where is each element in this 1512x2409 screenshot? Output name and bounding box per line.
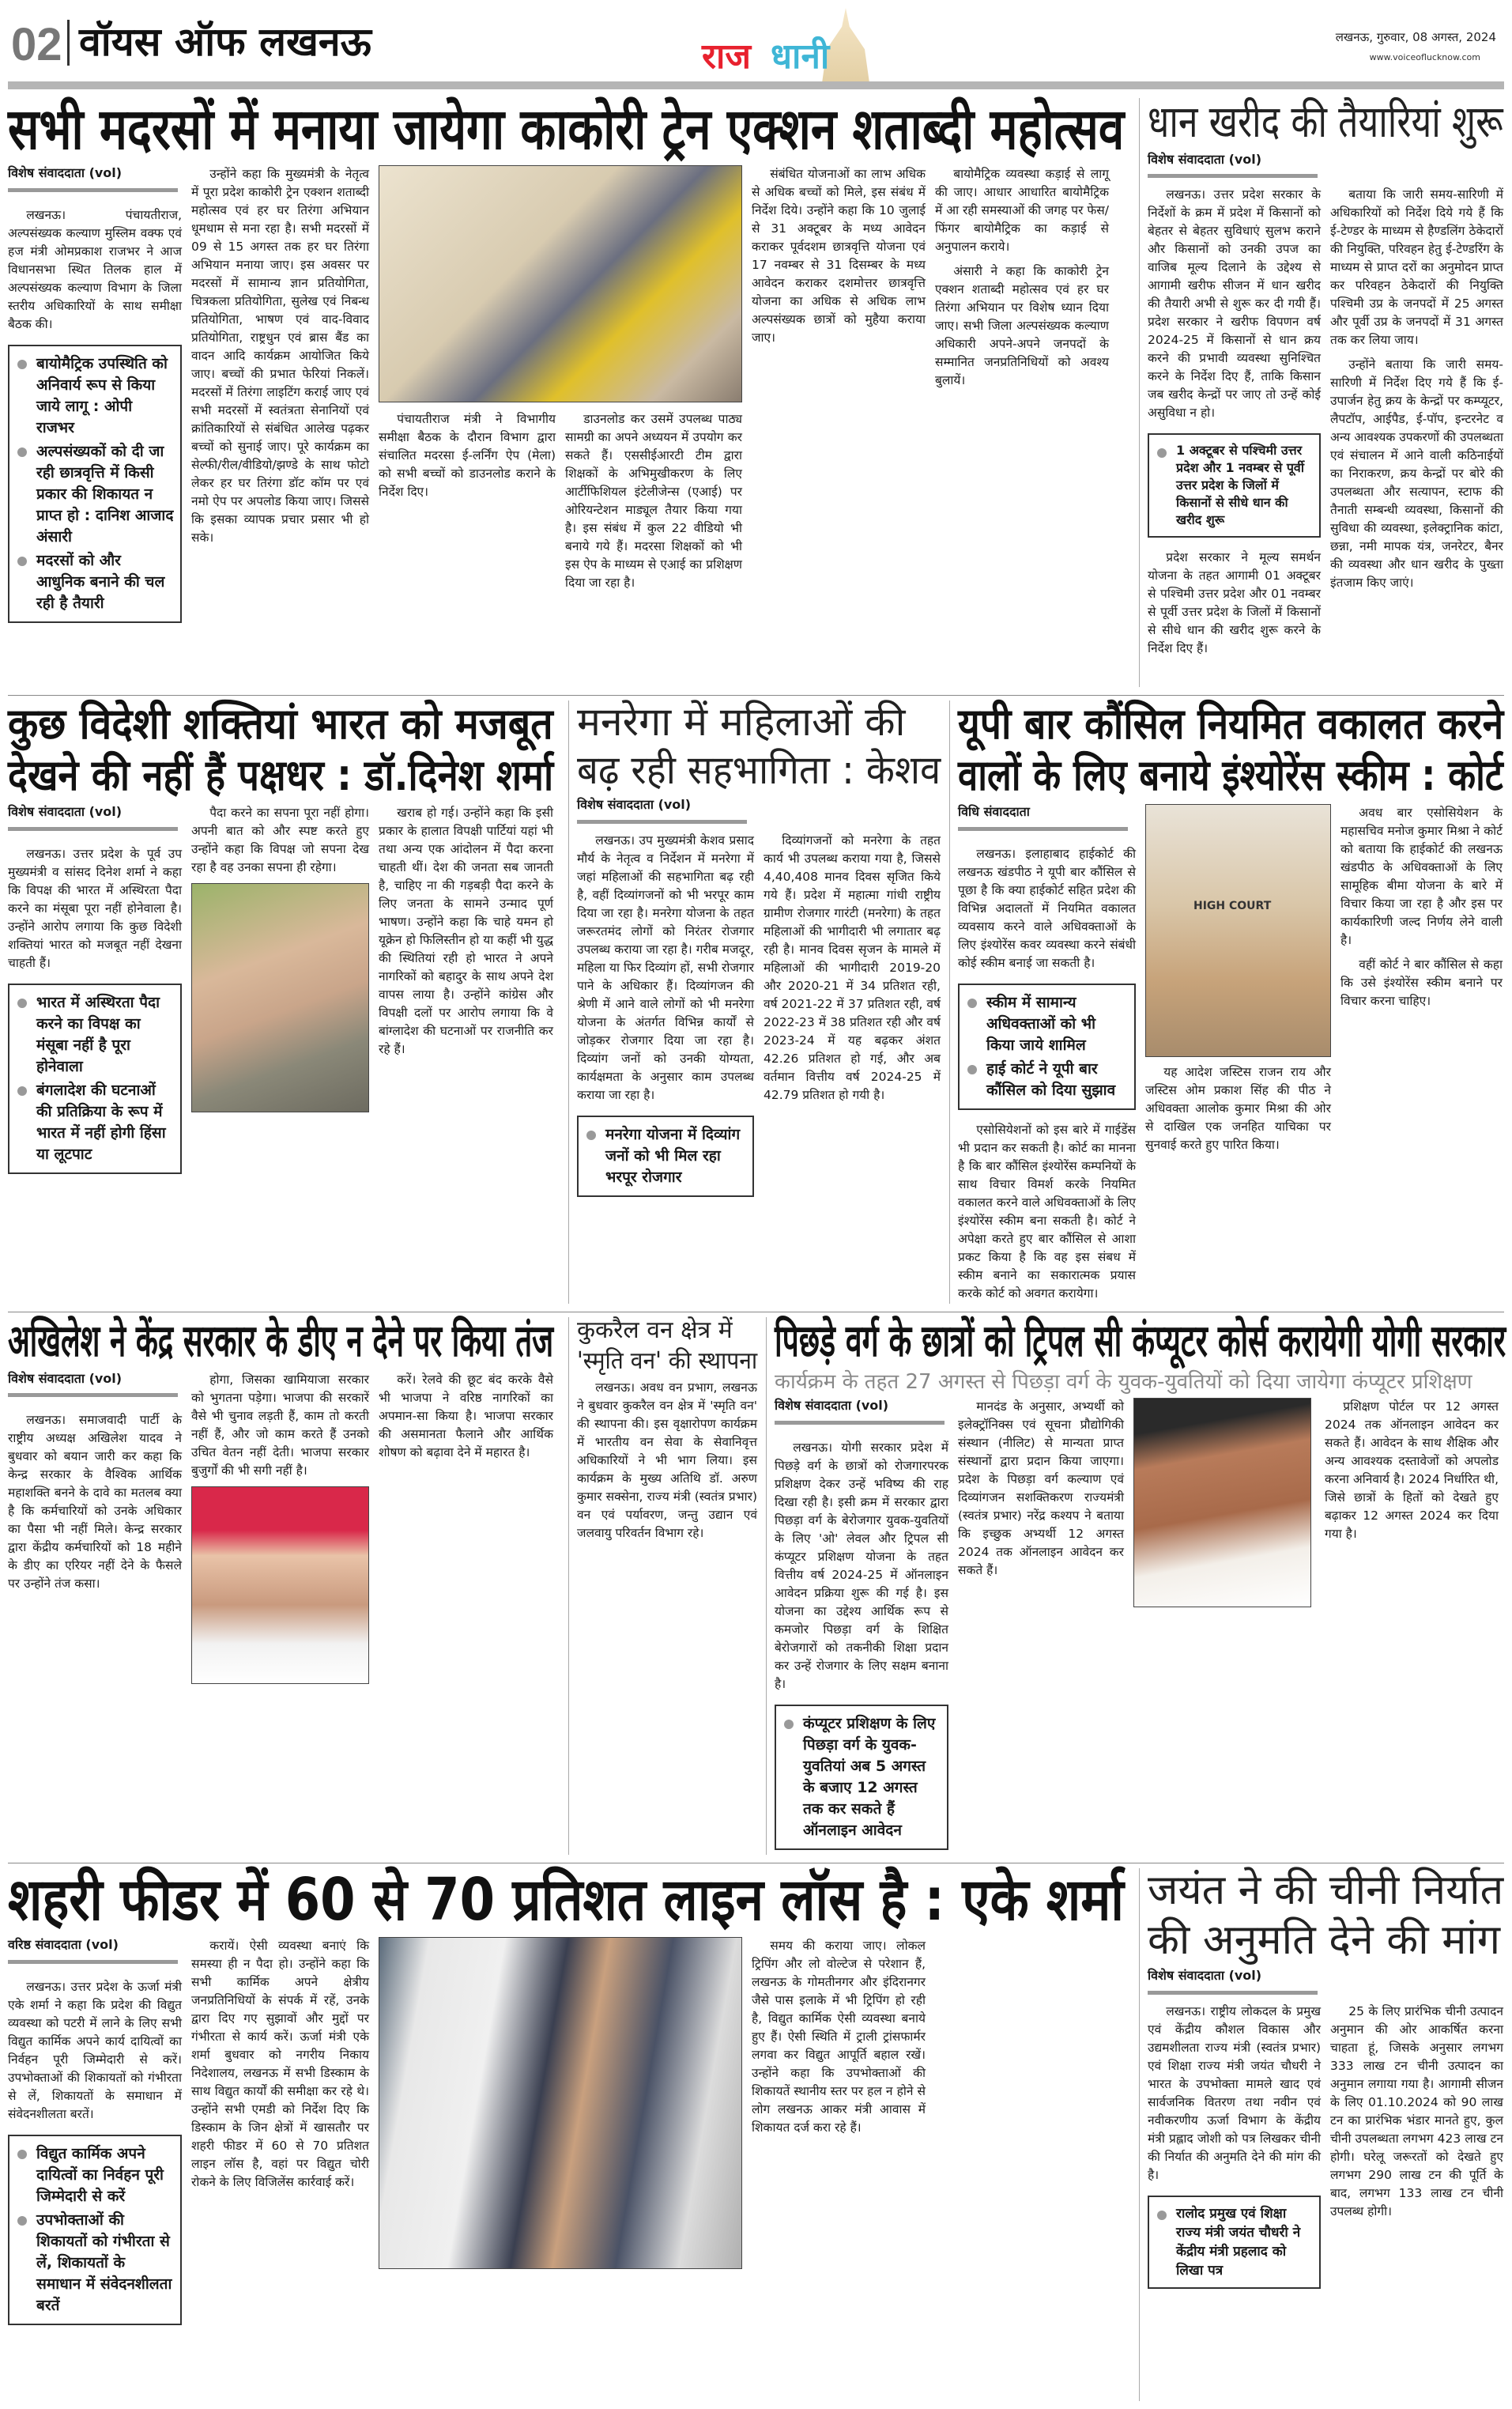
- paragraph: बताया कि जारी समय-सारिणी में अधिकारियों को निर्देश दिये गये हैं कि ई-टेण्डर के माध्यम से हैण्डलिंग ठेकेदारों की नियुक्ति, परिवहन हेतु ई-टेण्डरिंग के माध्यम से प्राप्त दरों का अनुमोदन प्राप्त कर परिवहन ठेकेदारों की नियुक्ति पश्चिमी उप्र के जनपदों में 25 अगस्त और पूर्वी उप्र के जनपदों में 31 अगस्त तक कर लिया जाय।: [1330, 187, 1503, 348]
- article-sharma: [8, 1865, 1140, 2401]
- paragraph: समय की कराया जाए। लोकल ट्रिपिंग और लो वोल्टेज से परेशान हैं, लखनऊ के गोमतीनगर और इंदिरानगर जैसे पास इलाके में भी ट्रिपिंग हो रही है, विद्युत कार्मिक ऐसी व्यवस्था बनाये हुए हैं। ऐसी स्थिति में ट्राली ट्रांसफार्मर लगवा कर विद्युत आपूर्ति बहाल रखें। उन्होंने कहा कि उपभोक्ताओं की शिकायतें स्थानीय स्तर पर हल न होने से लोग लखनऊ आकर मंत्री आवास में शिकायत दर्ज करा रहे हैं।: [752, 1939, 926, 2135]
- photo-column: [379, 1937, 742, 2269]
- highlight-item: विद्युत कार्मिक अपने दायित्वों का निर्वहन पूरी जिम्मेदारी से करें: [16, 2143, 174, 2207]
- headline-wrap: [8, 700, 553, 747]
- paragraph: एसोसियेशनों को इस बारे में गाईडेंस भी प्रदान कर सकती है। कोर्ट का मानना है कि बार कौंसिल इंश्योरेंस कम्पनियों के साथ विचार विमर्श करके नियमित वकालत करने वाले अधिवक्ताओं के लिए इंश्योरेंस स्कीम बना सकती है। कोर्ट ने अपेक्षा करते हुए बार कौंसिल से आशा प्रकट किया है कि वह इस संबध में स्कीम बनाने का सकारात्मक प्रयास करके कोर्ट को अवगत करायेगा।: [958, 1122, 1136, 1301]
- article-dinesh: [8, 700, 569, 1304]
- text-column: [1133, 1398, 1315, 1607]
- section-title-wrap: [79, 21, 411, 68]
- text-column: [565, 410, 742, 592]
- headline-wrap: [958, 700, 1503, 747]
- paragraph: खराब हो गई। उन्होंने कहा कि इसी प्रकार के हालात विपक्षी पार्टियां यहां भी तथा अन्य एक आंदोलन में पैदा करना चाहती थीं। देश की जनता सब जानती है, चाहिए ना की गड़बड़ी पैदा करने के लिए जनता के सामने उन्माद पूर्ण भाषण। उन्होंने कहा कि चाहे यमन हो यूक्रेन हो फिलिस्तीन हो या कहीं भी युद्ध की स्थितियां रही हो भारत ने अपने नागरिकों को बहादुर के साथ अपने देश वापस लाया है। उन्होंने कांग्रेस और विपक्षी दलों पर आरोप लगाया कि वे बांग्लादेश की घटनाओं पर राजनीति कर रहे हैं।: [379, 805, 553, 1056]
- headline-wrap: [8, 752, 553, 799]
- highlight-item: कंप्यूटर प्रशिक्षण के लिए पिछड़ा वर्ग के युवक-युवतियां अब 5 अगस्त के बजाए 12 अगस्त तक कर सकते हैं ऑनलाइन आवेदन: [782, 1713, 941, 1841]
- highlight-item: अल्पसंख्यकों को दी जा रही छात्रवृत्ति में किसी प्रकार की शिकायत न प्राप्त हो : दानिश आजाद अंसारी: [16, 441, 174, 548]
- paragraph: लखनऊ। इलाहाबाद हाईकोर्ट की लखनऊ खंडपीठ ने यूपी बार कौंसिल से पूछा है कि क्या हाईकोर्ट सहित प्रदेश की विभिन्न अदालतों में नियमित वकालत व्यवसाय करने वाले अधिवक्ताओं के लिए इंश्योरेंस कवर व्यवस्था करने संबंधी कोई स्कीम बनाई जा सकती है।: [958, 846, 1136, 970]
- news-row: [8, 1863, 1504, 2409]
- highlight-item: बंगलादेश की घटनाओं की प्रतिक्रिया के रूप में भारत में नहीं होगी हिंसा या लूटपाट: [16, 1080, 174, 1165]
- paragraph: प्रदेश सरकार ने मूल्य समर्थन योजना के तहत आगामी 01 अक्टूबर से पश्चिमी उत्तर प्रदेश और 01 नवम्बर से पूर्वी उत्तर प्रदेश के जिलों में किसानों से सीधे धान की खरीद शुरू करने के निर्देश दिए हैं।: [1148, 550, 1321, 656]
- paragraph: अंसारी ने कहा कि काकोरी ट्रेन एक्शन शताब्दी महोत्सव एवं हर घर तिरंगा अभियान पर विशेष ध्यान दिया जाए। सभी जिला अल्पसंख्यक कल्याण अधिकारी अपने-अपने जनपदों के सम्मानित जनप्रतिनिधियों को अवश्य बुलायें।: [935, 264, 1109, 388]
- paragraph: लखनऊ। उत्तर प्रदेश के पूर्व उप मुख्यमंत्री व सांसद दिनेश शर्मा ने कहा कि विपक्ष की भारत में अस्थिरता पैदा करने का मंसूबा पूरा नहीं होनेवाला है। उन्होंने आरोप लगाया कि कुछ विदेशी शक्तियां भारत को मजबूत नहीं देखना चाहती हैं।: [8, 846, 182, 970]
- text-column: [752, 1937, 926, 2137]
- headline-dinesh-line2: देखने की नहीं हैं पक्षधर : डॉ.दिनेश शर्मा: [8, 750, 554, 801]
- masthead: [8, 0, 1504, 93]
- headline-wrap: [1148, 98, 1503, 147]
- headline-akhilesh: अखिलेश ने केंद्र सरकार के डीए न देने पर किया तंज: [8, 1316, 554, 1367]
- highlight-box: [8, 984, 182, 1174]
- headline-wrap: [577, 749, 941, 792]
- header-bar: [8, 81, 1504, 89]
- headline-wrap: [577, 700, 941, 744]
- paragraph: 25 के लिए प्रारंभिक चीनी उत्पादन अनुमान की ओर आकर्षित करना चाहता हूं, जिसके अनुसार लगभग 333 लाख टन चीनी उत्पादन का अनुमान लगाया गया है। आगामी सीजन के लिए 01.10.2024 को 90 लाख टन का प्रारंभिक भंडार मानते हुए, कुल चीनी उपलब्धता लगभग 423 लाख टन होगी। घरेलू जरूरतों को देखते हुए लगभग 290 लाख टन की पूर्ति के बाद, लगभग 133 लाख टन चीनी उपलब्ध होगी।: [1330, 2004, 1503, 2219]
- text-column: [1145, 804, 1331, 1154]
- article-akhilesh: [8, 1317, 569, 1855]
- headline-wrap: [8, 98, 1124, 160]
- photo-group: [379, 165, 742, 592]
- text-column: [1325, 1398, 1499, 1543]
- paragraph: दिव्यांगजनों को मनरेगा के तहत कार्य भी उपलब्ध कराया गया है, जिससे 4,40,408 मानव दिवस सृजित किये गये हैं। प्रदेश में महात्मा गांधी राष्ट्रीय ग्रामीण रोजगार गारंटी (मनरेगा) के तहत महिलाओं की भागीदारी भी लगातार बढ़ रही है। मानव दिवस सृजन के मामले में महिलाओं की भागीदारी 2019-20 और 2020-21 में 34 प्रतिशत रही, वर्ष 2021-22 में 37 प्रतिशत रही, वर्ष 2022-23 में 38 प्रतिशत रही और वर्ष 2023-24 में यह बढ़कर अंशत 42.26 प्रतिशत हो गई, और अब वर्तमान वित्तीय वर्ष 2024-25 में 42.79 प्रतिशत हो गयी है।: [764, 833, 941, 1102]
- paragraph: करायें। ऐसी व्यवस्था बनाएं कि समस्या ही न पैदा हो। उन्होंने कहा कि सभी कार्मिक अपने क्षेत्रीय जनप्रतिनिधियों के संपर्क में रहें, उनके द्वारा दिए गए सुझावों और मुद्दों पर गंभीरता से कार्य करें। ऊर्जा मंत्री एके शर्मा बुधवार को नगरीय निकाय निदेशालय, लखनऊ में सभी डिस्काम के साथ विद्युत कार्यों की समीक्षा कर रहे थे। उन्होंने सभी एमडी को निर्देश दिए कि डिस्काम के जिन क्षेत्रों में खासतौर पर शहरी फीडर में 60 से 70 प्रतिशत लाइन लॉस है, वहां पर विद्युत चोरी रोकने के लिए विजिलेंस कार्रवाई करें।: [191, 1939, 369, 2190]
- photo-narendra-kashyap: [1133, 1398, 1311, 1607]
- text-column: [577, 832, 754, 1202]
- byline: वरिष्ठ संवाददाता (vol): [8, 1937, 178, 1964]
- text-column: [379, 804, 553, 1059]
- headline-smritivan-line2: 'स्मृति वन' की स्थापना: [577, 1347, 758, 1375]
- photo-ak-sharma: [379, 1937, 742, 2269]
- article-body-manrega: [577, 832, 941, 1202]
- paragraph: अवध बार एसोसियेशन के महासचिव मनोज कुमार मिश्रा ने कोर्ट को बताया कि हाईकोर्ट की लखनऊ खंडपीठ के अधिवक्ताओं के लिए सामूहिक बीमा योजना के बारे में विचार किया जा रहा है और इस पर कार्यकारिणी जल्द निर्णय लेने वाली है।: [1340, 805, 1503, 947]
- headline-wrap: [958, 752, 1503, 799]
- paragraph: संबंधित योजनाओं का लाभ अधिक से अधिक बच्चों को मिले, इस संबंध में निर्देश दिये। उन्होंने कहा कि 10 जुलाई से 31 अक्टूबर के मध्य आवेदन कराकर पूर्वदशम छात्रवृत्ति योजना एवं 17 नवम्बर से 31 दिसम्बर के मध्य आवेदन कराकर दशमोत्तर छात्रवृत्ति योजना का अधिक से अधिक लाभ अल्पसंख्यक छात्रों को मुहैया कराया जाए।: [752, 167, 926, 345]
- headline-barcouncil-line1: यूपी बार कौंसिल नियमित वकालत करने: [958, 699, 1504, 749]
- article-body-barcouncil: [958, 804, 1504, 1303]
- headline-wrap: [8, 1317, 553, 1366]
- article-paddy: [1140, 98, 1504, 687]
- headline-paddy: धान खरीद की तैयारियां शुरू: [1148, 96, 1503, 148]
- highlight-box: [775, 1705, 948, 1850]
- byline: विशेष संवाददाता (vol): [8, 165, 178, 192]
- headline-manrega-line1: मनरेगा में महिलाओं की: [577, 699, 906, 745]
- article-body-madarsa: [8, 165, 1131, 628]
- byline: विशेष संवाददाता (vol): [1148, 1968, 1318, 1995]
- paragraph: बायोमैट्रिक व्यवस्था कड़ाई से लागू की जाए। आधार आधारित बायोमैट्रिक में आ रही समस्याओं की जगह पर फेस/फिंगर बायोमैट्रिक का कड़ाई से अनुपालन कराये।: [935, 167, 1109, 255]
- highlight-box: [8, 345, 182, 623]
- article-body-paddy: [1148, 186, 1504, 658]
- highlight-box: [1148, 433, 1321, 538]
- section-title: वॉयस ऑफ लखनऊ: [79, 19, 371, 65]
- article-jayant: [1140, 1868, 1504, 2401]
- paragraph: उन्होंने कहा कि मुख्यमंत्री के नेतृत्व में पूरा प्रदेश काकोरी ट्रेन एक्शन शताब्दी महोत्सव एवं हर घर तिरंगा अभियान धूमधाम से मना रहा है। सभी मदरसों में 09 से 15 अगस्त तक हर घर तिरंगा अभियान मनाया जाए। इस अवसर पर मदरसों में सामान्य ज्ञान प्रतियोगिता, चित्रकला प्रतियोगिता, सुलेख एवं निबन्ध प्रतियोगिता, भाषण एवं वाद-विवाद प्रतियोगिता, राष्ट्रधुन एवं ब्रास बैंड का वादन आदि कार्यक्रम आयोजित किये जाए। बच्चों की प्रभात फेरियां निकलें। मदरसों में तिरंगा लाइटिंग कराई जाए एवं सभी मदरसों में स्वतंत्रता सेनानियों एवं क्रांतिकारियों से संबंधित आलेख पढ़कर बच्चों को सुनाई जाए। पूरे कार्यक्रम का सेल्फी/रील/वीडियो/झण्डे के साथ फोटो लेकर हर घर तिरंगा डॉट कॉम पर एवं नमो ऐप पर अपलोड किया जाए। जिससे कि इसका व्यापक प्रचार प्रसार भी हो सके।: [191, 167, 369, 546]
- highlight-box: [1148, 2196, 1321, 2289]
- paragraph: करें। रेलवे की छूट बंद करके वैसे भी भाजपा ने वरिष्ठ नागरिकों का अपमान-सा किया है। भाजपा सरकार की असमानता फैलाने और आर्थिक शोषण को बढ़ावा देने में महारत है।: [379, 1372, 553, 1459]
- text-column: [191, 1371, 369, 1684]
- photo-caption: HIGH COURT: [1193, 899, 1272, 912]
- text-column: [191, 165, 369, 547]
- highlight-item: स्कीम में सामान्य अधिवक्ताओं को भी किया जाये शामिल: [966, 992, 1128, 1056]
- highlight-item: हाई कोर्ट ने यूपी बार कौंसिल को दिया सुझाव: [966, 1059, 1128, 1101]
- paragraph: प्रशिक्षण पोर्टल पर 12 अगस्त 2024 तक ऑनलाइन आवेदन कर सकते हैं। आवेदन के साथ शैक्षिक और अन्य आवश्यक दस्तावेजों को अपलोड करना अनिवार्य है। 2024 निर्धारित थी, जिसे छात्रों के हितों को देखते हुए बढ़ाकर 12 अगस्त 2024 कर दिया गया है।: [1325, 1399, 1499, 1542]
- subheading-triplec: कार्यक्रम के तहत 27 अगस्त से पिछड़ा वर्ग के युवक-युवतियों को दिया जायेगा कंप्यूटर प्रशिक्षण: [775, 1369, 1472, 1394]
- article-body-triplec: [775, 1398, 1504, 1855]
- headline-madarsa: सभी मदरसों में मनाया जायेगा काकोरी ट्रेन एक्शन शताब्दी महोत्सव: [8, 96, 1125, 162]
- highlight-item: मदरसों को और आधुनिक बनाने की चल रही है तैयारी: [16, 550, 174, 614]
- headline-jayant-line2: की अनुमति देने की मांग: [1148, 1916, 1501, 1965]
- news-row: [8, 696, 1504, 1312]
- dateline: लखनऊ, गुरुवार, 08 अगस्त, 2024: [1335, 30, 1496, 44]
- headline-manrega-line2: बढ़ रही सहभागिता : केशव: [577, 747, 941, 793]
- paragraph: यह आदेश जस्टिस राजन राय और जस्टिस ओम प्रकाश सिंह की पीठ ने अधिवक्ता आलोक कुमार मिश्रा की ओर से दाखिल एक जनहित याचिका पर सुनवाई करते हुए पारित किया।: [1145, 1064, 1331, 1152]
- paragraph: होगा, जिसका खामियाजा सरकार को भुगतना पड़ेगा। भाजपा की सरकारें वैसे भी चुनाव लड़ती हैं, काम तो करती नहीं हैं, और जो काम करते हैं उनको उचित वेतन नहीं देती। भाजपा सरकार बुजुर्गों की भी सगी नहीं है।: [191, 1372, 369, 1478]
- paragraph: उन्होंने बताया कि जारी समय-सारिणी में निर्देश दिए गये हैं कि ई-उपार्जन हेतु क्रय के केन्द्रों पर कम्प्यूटर, लैपटॉप, आईपैड, ई-पॉप, इन्टरनेट व अन्य आवश्यक उपकरणों की उपलब्धता एवं संचालन में आने वाली कठिनाईयों का निराकरण, क्रय केन्द्रों पर बोरे की उपलब्धता और सत्यापन, स्टाफ की तैनाती सम्बन्धी व्यवस्था, किसानों की सुविधा की व्यवस्था, इलेक्ट्रानिक कांटा, छन्ना, नमी मापक यंत्र, जनरेटर, बैनर की व्यवस्था और धान खरीद के पुख्ता इंतजाम किए जाएं।: [1330, 357, 1503, 591]
- photo-akhilesh-yadav: [191, 1486, 369, 1684]
- article-smritivan: [569, 1317, 767, 1855]
- article-body-smritivan: [577, 1379, 757, 1542]
- headline-triplec: पिछड़े वर्ग के छात्रों को ट्रिपल सी कंप्यूटर कोर्स करायेगी योगी सरकार: [775, 1316, 1506, 1367]
- highlight-box: [8, 2135, 182, 2325]
- byline: विशेष संवाददाता (vol): [1148, 152, 1318, 179]
- text-column: [379, 410, 556, 501]
- paragraph: लखनऊ। उत्तर प्रदेश सरकार के निर्देशों के क्रम में प्रदेश में किसानों को बेहतर से बेहतर सुविधाएं सुलभ कराने और किसानों को उनकी उपज का वाजिब मूल्य दिलाने के उद्देश्य से आगामी खरीफ सीजन में धान खरीद की तैयारी अभी से शुरू कर दी गयी हैं। प्रदेश सरकार ने खरीफ विपणन वर्ष 2024-25 में किसानों से धान क्रय करने की प्रभावी व्यवस्था सुनिश्चित करने के निर्देश दिए हैं, ताकि किसान जब खरीद केन्द्रों पर जाए तो उन्हें कोई असुविधा न हो।: [1148, 187, 1321, 421]
- photo-text-columns: [379, 410, 742, 592]
- highlight-item: उपभोक्ताओं की शिकायतों को गंभीरता से लें, शिकायतों के समाधान में संवेदनशीलता बरतें: [16, 2210, 174, 2316]
- paragraph: डाउनलोड कर उसमें उपलब्ध पाठ्य सामग्री का अपने अध्ययन में उपयोग कर सकते हैं। एससीईआरटी टीम द्वारा शिक्षकों के अभिमुखीकरण के लिए आर्टीफिशियल इंटेलीजेन्स (एआई) पर ओरियन्टेशन माड्यूल तैयार किया गया है। इस संबंध में कुल 22 वीडियो भी बनाये गये हैं। मदरसा शिक्षकों को भी इस ऐप के माध्यम से एआई का प्रशिक्षण दिया जा रहा है।: [565, 412, 742, 591]
- paragraph: लखनऊ। राष्ट्रीय लोकदल के प्रमुख एवं केंद्रीय कौशल विकास और उद्यमशीलता राज्य मंत्री (स्वतंत्र प्रभार) एवं शिक्षा राज्य मंत्री जयंत चौधरी ने भारत के उपभोक्ता मामले खाद एवं सार्वजनिक वितरण तथा नवीन एवं नवीकरणीय ऊर्जा विभाग के केंद्रीय मंत्री प्रह्लाद जोशी को पत्र लिखकर चीनी की निर्यात की अनुमति देने की मांग की है।: [1148, 2004, 1321, 2183]
- headline-wrap: [577, 1348, 757, 1374]
- website-link[interactable]: www.voiceoflucknow.com: [1369, 52, 1480, 62]
- article-madarsa: [8, 98, 1140, 687]
- paragraph: वहीं कोर्ट ने बार कौंसिल से कहा कि उसे इंश्योरेंस स्कीम बनाने पर विचार करना चाहिए।: [1340, 957, 1503, 1008]
- text-column: [1148, 2003, 1321, 2294]
- paragraph: लखनऊ। योगी सरकार प्रदेश में पिछड़े वर्ग के छात्रों को रोजगारपरक प्रशिक्षण देकर उन्हें भविष्य की राह दिखा रही है। इसी क्रम में सरकार द्वारा पिछड़ा वर्ग के बेरोजगार युवक-युवतियों के लिए 'ओ' लेवल और ट्रिपल सी कंप्यूटर प्रशिक्षण योजना के तहत वित्तीय वर्ष 2024-25 में ऑनलाइन आवेदन प्रक्रिया शुरू की गई है। इस योजना का उद्देश्य आर्थिक रूप से कमजोर पिछड़ा वर्ग के शिक्षित बेरोजगारों को तकनीकी शिक्षा प्रदान कर उन्हें रोजगार के लिए सक्षम बनाना है।: [775, 1440, 948, 1691]
- rajdhani-logo: [696, 8, 869, 83]
- page-number: 02: [11, 19, 62, 70]
- paragraph: मानदंड के अनुसार, अभ्यर्थी को इलेक्ट्रॉनिक्स एवं सूचना प्रौद्योगिकी संस्थान (नीलिट) से मान्यता प्राप्त संस्थानों द्वारा प्रदान किया जाएगा। प्रदेश के पिछड़ा वर्ग कल्याण एवं दिव्यांगजन सशक्तिकरण राज्यमंत्री (स्वतंत्र प्रभार) नरेंद्र कश्यप ने बताया कि इच्छुक अभ्यर्थी 12 अगस्त 2024 तक ऑनलाइन आवेदन कर सकते हैं।: [958, 1399, 1124, 1578]
- paragraph: लखनऊ। पंचायतीराज, अल्पसंख्यक कल्याण मुस्लिम वक्फ एवं हज मंत्री ओमप्रकाश राजभर ने आज विधानसभा स्थित तिलक हाल में अल्पसंख्यक कल्याण विभाग के जिला स्तरीय अधिकारियों के साथ समीक्षा बैठक की।: [8, 207, 182, 331]
- paragraph: लखनऊ। अवध वन प्रभाग, लखनऊ ने बुधवार कुकरैल वन क्षेत्र में 'स्मृति वन' की स्थापना की। इस वृक्षारोपण कार्यक्रम में भारतीय वन सेवा के सेवानिवृत्त अधिकारियों ने भी भाग लिया। इस कार्यक्रम के मुख्य अतिथि डॉ. अरुण कुमार सक्सेना, राज्य मंत्री (स्वतंत्र प्रभार) वन एवं पर्यावरण, जन्तु उद्यान एवं जलवायु परिवर्तन विभाग रहे।: [577, 1380, 757, 1540]
- article-body-sharma: [8, 1937, 1131, 2330]
- text-column: [379, 1371, 553, 1462]
- highlight-box: [577, 1116, 754, 1197]
- headline-barcouncil-line2: वालों के लिए बनाये इंश्योरेंस स्कीम : कोर्ट: [958, 750, 1503, 801]
- photo-meeting: [379, 165, 742, 402]
- logo-text-raj: राज: [702, 36, 752, 77]
- article-body-akhilesh: [8, 1371, 560, 1684]
- highlight-item: भारत में अस्थिरता पैदा करने का विपक्ष का मंसूबा नहीं है पूरा होनेवाला: [16, 992, 174, 1078]
- article-triplec: [767, 1317, 1504, 1855]
- logo-text-dhani: धानी: [771, 36, 830, 77]
- highlight-item: बायोमैट्रिक उपस्थिति को अनिवार्य रूप से किया जाये लागू : ओपी राजभर: [16, 353, 174, 439]
- paragraph: पंचायतीराज मंत्री ने विभागीय समीक्षा बैठक के दौरान विभाग द्वारा संचालित मदरसा ई-लर्निंग ऐप (मेला) को सभी बच्चों को डाउनलोड कराने के निर्देश दिए।: [379, 412, 556, 500]
- text-column: [1330, 2003, 1503, 2221]
- article-body-dinesh: [8, 804, 560, 1179]
- text-column: [8, 804, 182, 1179]
- text-column: [958, 1398, 1124, 1580]
- text-column: [775, 1398, 948, 1855]
- text-column: [8, 1371, 182, 1594]
- headline-smritivan-line1: कुकरैल वन क्षेत्र में: [577, 1316, 733, 1344]
- text-column: [1148, 186, 1321, 658]
- highlight-item: रालोद प्रमुख एवं शिक्षा राज्य मंत्री जयंत चौधरी ने केंद्रीय मंत्री प्रहलाद को लिखा पत्र: [1156, 2204, 1313, 2280]
- photo-high-court: [1145, 804, 1331, 1057]
- text-column: [1340, 804, 1503, 1010]
- divider: [67, 20, 70, 66]
- text-column: [1330, 186, 1503, 592]
- headline-wrap: [1148, 1918, 1503, 1963]
- subheading-wrap: [775, 1371, 1506, 1394]
- byline: विशेष संवाददाता (vol): [775, 1398, 945, 1425]
- text-column: [752, 165, 926, 347]
- text-column: [8, 165, 182, 628]
- highlight-item: मनरेगा योजना में दिव्यांग जनों को भी मिल रहा भरपूर रोजगार: [585, 1124, 746, 1188]
- byline: विशेष संवाददाता (vol): [577, 797, 747, 824]
- headline-jayant-line1: जयंत ने की चीनी निर्यात: [1148, 1866, 1504, 1914]
- news-row: [8, 1312, 1504, 1863]
- headline-dinesh-line1: कुछ विदेशी शक्तियां भारत को मजबूत: [8, 699, 553, 749]
- text-column: [191, 804, 369, 1112]
- byline: विशेष संवाददाता (vol): [8, 804, 178, 831]
- paragraph: लखनऊ। उत्तर प्रदेश के ऊर्जा मंत्री एके शर्मा ने कहा कि प्रदेश की विद्युत व्यवस्था को पटरी में लाने के लिए सभी विद्युत कार्मिक अपने कार्य दायित्वों का निर्वहन पूरी जिम्मेदारी से करें। उपभोक्ताओं की शिकायतों को गंभीरता से लें, शिकायतों के समाधान में संवेदनशीलता बरतें।: [8, 1980, 182, 2122]
- text-column: [8, 1937, 182, 2330]
- article-body-jayant: [1148, 2003, 1504, 2294]
- news-row: [8, 93, 1504, 696]
- highlight-box: [958, 984, 1136, 1110]
- text-column: [958, 804, 1136, 1303]
- headline-wrap: [1148, 1868, 1503, 1913]
- paragraph: लखनऊ। उप मुख्यमंत्री केशव प्रसाद मौर्य के नेतृत्व व निर्देशन में मनरेगा में जहां महिलाओं की सहभागिता बढ़ रही है, वहीं दिव्यांगजनों को भी भरपूर काम दिया जा रहा है। मनरेगा योजना के तहत जरूरतमंद लोगों को निरंतर रोजगार उपलब्ध कराया जा रहा है। गरीब मजदूर, महिला या फिर दिव्यांग हों, सभी रोजगार पाने के अधिकार हैं। दिव्यांगजन की श्रेणी में आने वाले लोगों को भी मनरेगा योजना के अंतर्गत विभिन्न कार्यों से जोड़कर रोजगार दिया जा रहा है। दिव्यांग जनों को उनकी योग्यता, कार्यक्षमता के अनुसार काम उपलब्ध कराया जा रहा है।: [577, 833, 754, 1102]
- headline-wrap: [775, 1317, 1506, 1366]
- text-column: [191, 1937, 369, 2192]
- text-column: [935, 165, 1109, 390]
- article-barcouncil: [950, 700, 1504, 1304]
- byline: विशेष संवाददाता (vol): [8, 1371, 178, 1398]
- text-column: [764, 832, 941, 1104]
- paragraph: लखनऊ। समाजवादी पार्टी के राष्ट्रीय अध्यक्ष अखिलेश यादव ने बुधवार को बयान जारी कर कहा कि केन्द्र सरकार के वैश्विक आर्थिक महाशक्ति बनने के दावे का मतलब क्या है कि कर्मचारियों को उनके अधिकार का पैसा भी नहीं मिले। केन्द्र सरकार द्वारा केंद्रीय कर्मचारियों को 18 महीने के डीए का एरियर नहीं देने के फैसले पर उन्होंने तंज कसा।: [8, 1413, 182, 1592]
- paragraph: पैदा करने का सपना पूरा नहीं होगा। अपनी बात को और स्पष्ट करते हुए उन्होंने कहा कि विपक्ष जो सपना देख रहा है वह उनका सपना ही रहेगा।: [191, 805, 369, 874]
- article-manrega: [569, 700, 950, 1304]
- headline-wrap: [8, 1865, 1124, 1934]
- byline: विधि संवाददाता: [958, 804, 1128, 831]
- photo-dinesh-sharma: [191, 883, 369, 1112]
- headline-wrap: [577, 1317, 757, 1343]
- highlight-item: 1 अक्टूबर से पश्चिमी उत्तर प्रदेश और 1 नवम्बर से पूर्वी उत्तर प्रदेश के जिलों में किसानों से सीधे धान की खरीद शुरू: [1156, 442, 1313, 529]
- headline-sharma: शहरी फीडर में 60 से 70 प्रतिशत लाइन लॉस है : एके शर्मा: [8, 1865, 1124, 1934]
